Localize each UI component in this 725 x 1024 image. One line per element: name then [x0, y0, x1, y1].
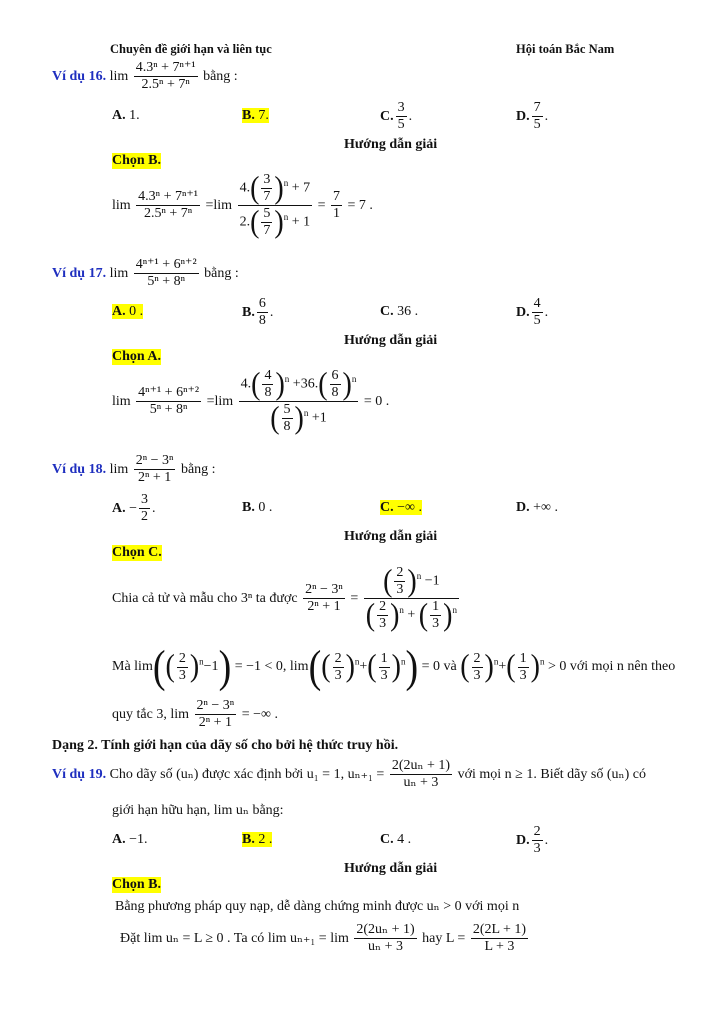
example-19-option-d: D. $\frac{2}{3}$ .	[516, 824, 549, 856]
example-16-option-c: C. $\frac{3}{5}$ .	[380, 100, 413, 132]
example-18-option-c: C. −∞ .	[380, 500, 423, 515]
example-17-solution: lim $\frac{\text{4ⁿ⁺¹ + 6ⁿ⁺²}}{\text{5ⁿ + 8ⁿ}}$ =lim 4.( $\frac{4}{8}$ )$^n$ +36.( $\frac{6}{8}$ )$^n$ ( $\frac{5}{8}$ )$^n$ +1 = 0 .	[112, 366, 390, 436]
section-heading-dang-2: Dạng 2. Tính giới hạn của dãy số cho bởi hệ thức truy hồi.	[52, 738, 399, 753]
example-19-option-a: A. −1.	[112, 832, 148, 847]
example-17-answer: Chọn A.	[112, 349, 162, 364]
example-18-guide-heading: Hướng dẫn giải	[344, 529, 438, 544]
example-17-option-c: C. 36 .	[380, 304, 419, 319]
example-18-step-2: Mà lim(( $\frac{2}{3}$ )$^n$−1) = −1 < 0, lim(( $\frac{2}{3}$ )$^n$+( $\frac{1}{3}$ )$^n$) = 0 và ( $\frac{2}{3}$ )$^n$+( $\frac{1}{3}$ )$^n$ > 0 với mọi n nên theo	[112, 641, 676, 693]
example-18-step-1: Chia cả tử và mẫu cho 3ⁿ ta được $\frac{\text{2ⁿ − 3ⁿ}}{\text{2ⁿ + 1}}$ = ( $\frac{2}{3}$ )$^n$ −1 ( $\frac{2}{3}$ )$^n$ + ( $\frac{1}{3}$ )$^n$	[112, 563, 457, 633]
example-19-step-1: Bằng phương pháp quy nạp, dễ dàng chứng minh được uₙ > 0 với mọi n	[115, 899, 520, 914]
example-19-option-b: B. 2 .	[242, 832, 273, 847]
example-16-question: Ví dụ 16. lim $\frac{\text{4.3ⁿ + 7ⁿ⁺¹}}{\text{2.5ⁿ + 7ⁿ}}$ bằng :	[52, 60, 238, 92]
example-16-solution: lim $\frac{\text{4.3ⁿ + 7ⁿ⁺¹}}{\text{2.5ⁿ + 7ⁿ}}$ =lim 4.( $\frac{3}{7}$ )$^n$ + 7 2.( $\frac{5}{7}$ )$^n$ + 1 = $\frac{7}{1}$ = 7 .	[112, 170, 373, 240]
example-18-question: Ví dụ 18. lim $\frac{\text{2ⁿ − 3ⁿ}}{\text{2ⁿ + 1}}$ bằng :	[52, 453, 216, 485]
example-19-option-c: C. 4 .	[380, 832, 412, 847]
example-16-option-b: B. 7.	[242, 108, 269, 123]
example-17-question: Ví dụ 17. lim $\frac{\text{4ⁿ⁺¹ + 6ⁿ⁺²}}{\text{5ⁿ + 8ⁿ}}$ bằng :	[52, 257, 239, 289]
example-17-guide-heading: Hướng dẫn giải	[344, 333, 438, 348]
example-18-answer: Chọn C.	[112, 545, 162, 560]
example-17-option-b: B. $\frac{6}{8}$ .	[242, 296, 274, 328]
example-19-guide-heading: Hướng dẫn giải	[344, 861, 438, 876]
example-18-option-a: A. − $\frac{3}{2}$ .	[112, 492, 156, 524]
example-18-option-b: B. 0 .	[242, 500, 273, 515]
example-17-option-d: D. $\frac{4}{5}$ .	[516, 296, 549, 328]
example-16-guide-heading: Hướng dẫn giải	[344, 137, 438, 152]
header-right: Hội toán Bắc Nam	[516, 42, 615, 56]
example-18-step-3: quy tắc 3, lim $\frac{\text{2ⁿ − 3ⁿ}}{\text{2ⁿ + 1}}$ = −∞ .	[112, 698, 278, 730]
example-16-option-d: D. $\frac{7}{5}$ .	[516, 100, 549, 132]
example-17-option-a: A. 0 .	[112, 304, 144, 319]
example-19-question-line-2: giới hạn hữu hạn, lim uₙ bằng:	[112, 803, 284, 818]
example-16-option-a: A. 1.	[112, 108, 140, 123]
header-left: Chuyên đề giới hạn và liên tục	[110, 42, 272, 56]
example-18-option-d: D. +∞ .	[516, 500, 559, 515]
example-19-question: Ví dụ 19. Cho dãy số (uₙ) được xác định bởi u₁ = 1, uₙ₊₁ = $\frac{\text{2(2uₙ + 1)}}{\text{uₙ + 3}}$ với mọi n ≥ 1. Biết dãy số (uₙ) có	[52, 758, 646, 790]
example-19-step-2: Đặt lim uₙ = L ≥ 0 . Ta có lim uₙ₊₁ = lim $\frac{\text{2(2uₙ + 1)}}{\text{uₙ + 3}}$ hay L = $\frac{2(2L + 1)}{L + 3}$	[120, 922, 527, 954]
example-19-answer: Chọn B.	[112, 877, 162, 892]
example-16-answer: Chọn B.	[112, 153, 162, 168]
